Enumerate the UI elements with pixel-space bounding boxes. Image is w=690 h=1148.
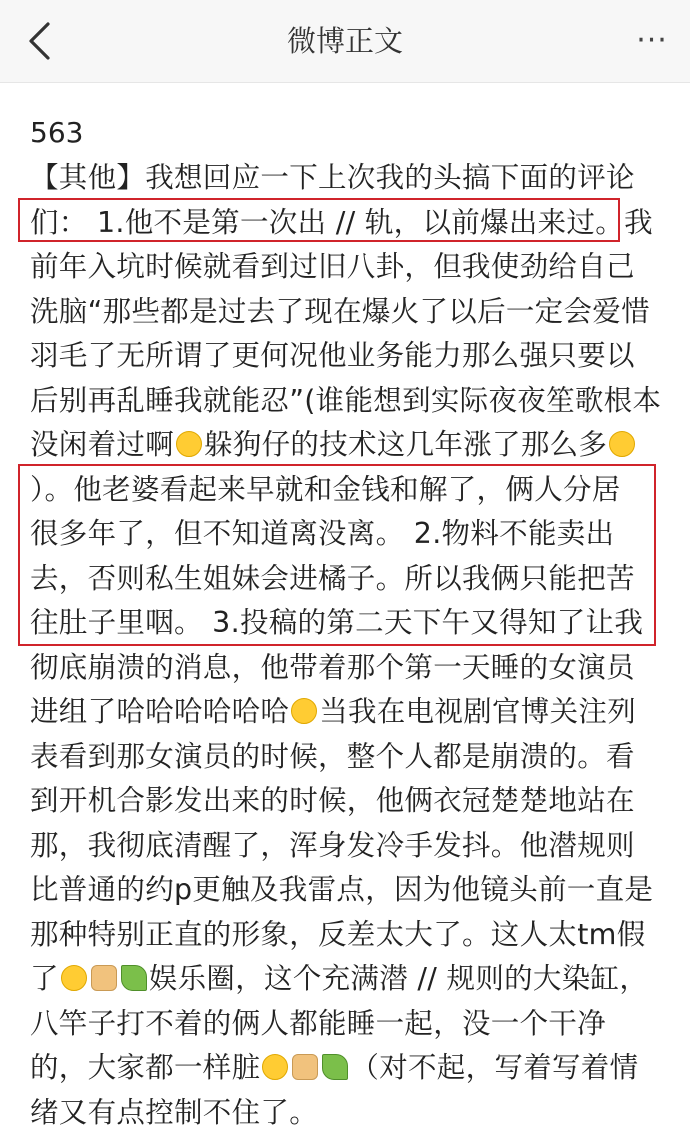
post-line: 后别再乱睡我就能忍”(谁能想到实际夜夜笙歌根本 [30, 383, 662, 417]
post-text-segment: 当我在电视剧官博关注列 [319, 695, 637, 728]
rock-hand-emoji-icon [292, 1054, 318, 1080]
post-text-segment: 躲狗仔的技术这几年涨了那么多 [204, 428, 608, 461]
post-line: 洗脑“那些都是过去了现在爆火了以后一定会爱惜 [30, 294, 650, 328]
herb-emoji-icon [121, 965, 147, 991]
highlight-box-1 [18, 198, 620, 242]
post-line: 比普通的约p更触及我雷点，因为他镜头前一直是 [30, 873, 654, 906]
post-text-segment: 的，大家都一样脏 [30, 1051, 261, 1084]
post-line: 【其他】我想回应一下上次我的头搞下面的评论 [30, 161, 635, 194]
post-line: 表看到那女演员的时候，整个人都是崩溃的。看 [30, 739, 635, 773]
post-text-segment: 没闲着过啊 [30, 428, 175, 461]
post-line [30, 690, 676, 735]
post-line: 羽毛了无所谓了更何况他业务能力那么强只要以 [30, 339, 635, 372]
post-line [30, 957, 676, 1002]
more-dots-icon[interactable]: ··· [636, 23, 668, 58]
post-line: 绪又有点控制不住了。 [30, 1095, 319, 1129]
post-line: 往肚子里咽。 3.投稿的第二天下午又得知了让我 [30, 606, 644, 639]
post-line: 很多年了，但不知道离没离。 2.物料不能卖出 [30, 517, 615, 550]
crying-face-emoji-icon [609, 431, 635, 457]
post-number: 563 [30, 116, 84, 149]
fearful-face-emoji-icon [262, 1054, 288, 1080]
post-text-segment: 了 [30, 962, 59, 995]
post-line: ）。他老婆看起来早就和金钱和解了，俩人分居 [30, 472, 621, 506]
post-line: 彻底崩溃的消息，他带着那个第一天睡的女演员 [30, 650, 635, 684]
post-line: 去，否则私生姐妹会进橘子。所以我俩只能把苦 [30, 561, 635, 595]
post-line: 到开机合影发出来的时候，他俩衣冠楚楚地站在 [30, 784, 635, 817]
post-line: 们： 1.他不是第一次出 // 轨，以前爆出来过。我 [30, 205, 653, 239]
post-text-segment: 娱乐圈，这个充满潜 // 规则的大染缸， [148, 962, 649, 995]
fearful-face-emoji-icon [291, 698, 317, 724]
highlight-box-2 [18, 464, 656, 646]
post-line [30, 1046, 676, 1091]
post-line: 那种特别正直的形象，反差太大了。这人太tm假 [30, 917, 646, 951]
fearful-face-emoji-icon [61, 965, 87, 991]
page-title: 微博正文 [286, 24, 403, 58]
post-text-segment: （对不起，写着写着情 [350, 1051, 639, 1084]
post-line: 八竿子打不着的俩人都能睡一起，没一个干净 [30, 1006, 607, 1040]
crying-face-emoji-icon [176, 431, 202, 457]
post-line: 前年入坑时候就看到过旧八卦，但我使劲给自己 [30, 250, 635, 283]
post-line: 那，我彻底清醒了，浑身发冷手发抖。他潜规则 [30, 828, 635, 862]
top-nav-bar [0, 0, 690, 83]
herb-emoji-icon [322, 1054, 348, 1080]
rock-hand-emoji-icon [91, 965, 117, 991]
post-text-segment: 进组了哈哈哈哈哈哈 [30, 695, 290, 728]
post-line [30, 423, 676, 468]
